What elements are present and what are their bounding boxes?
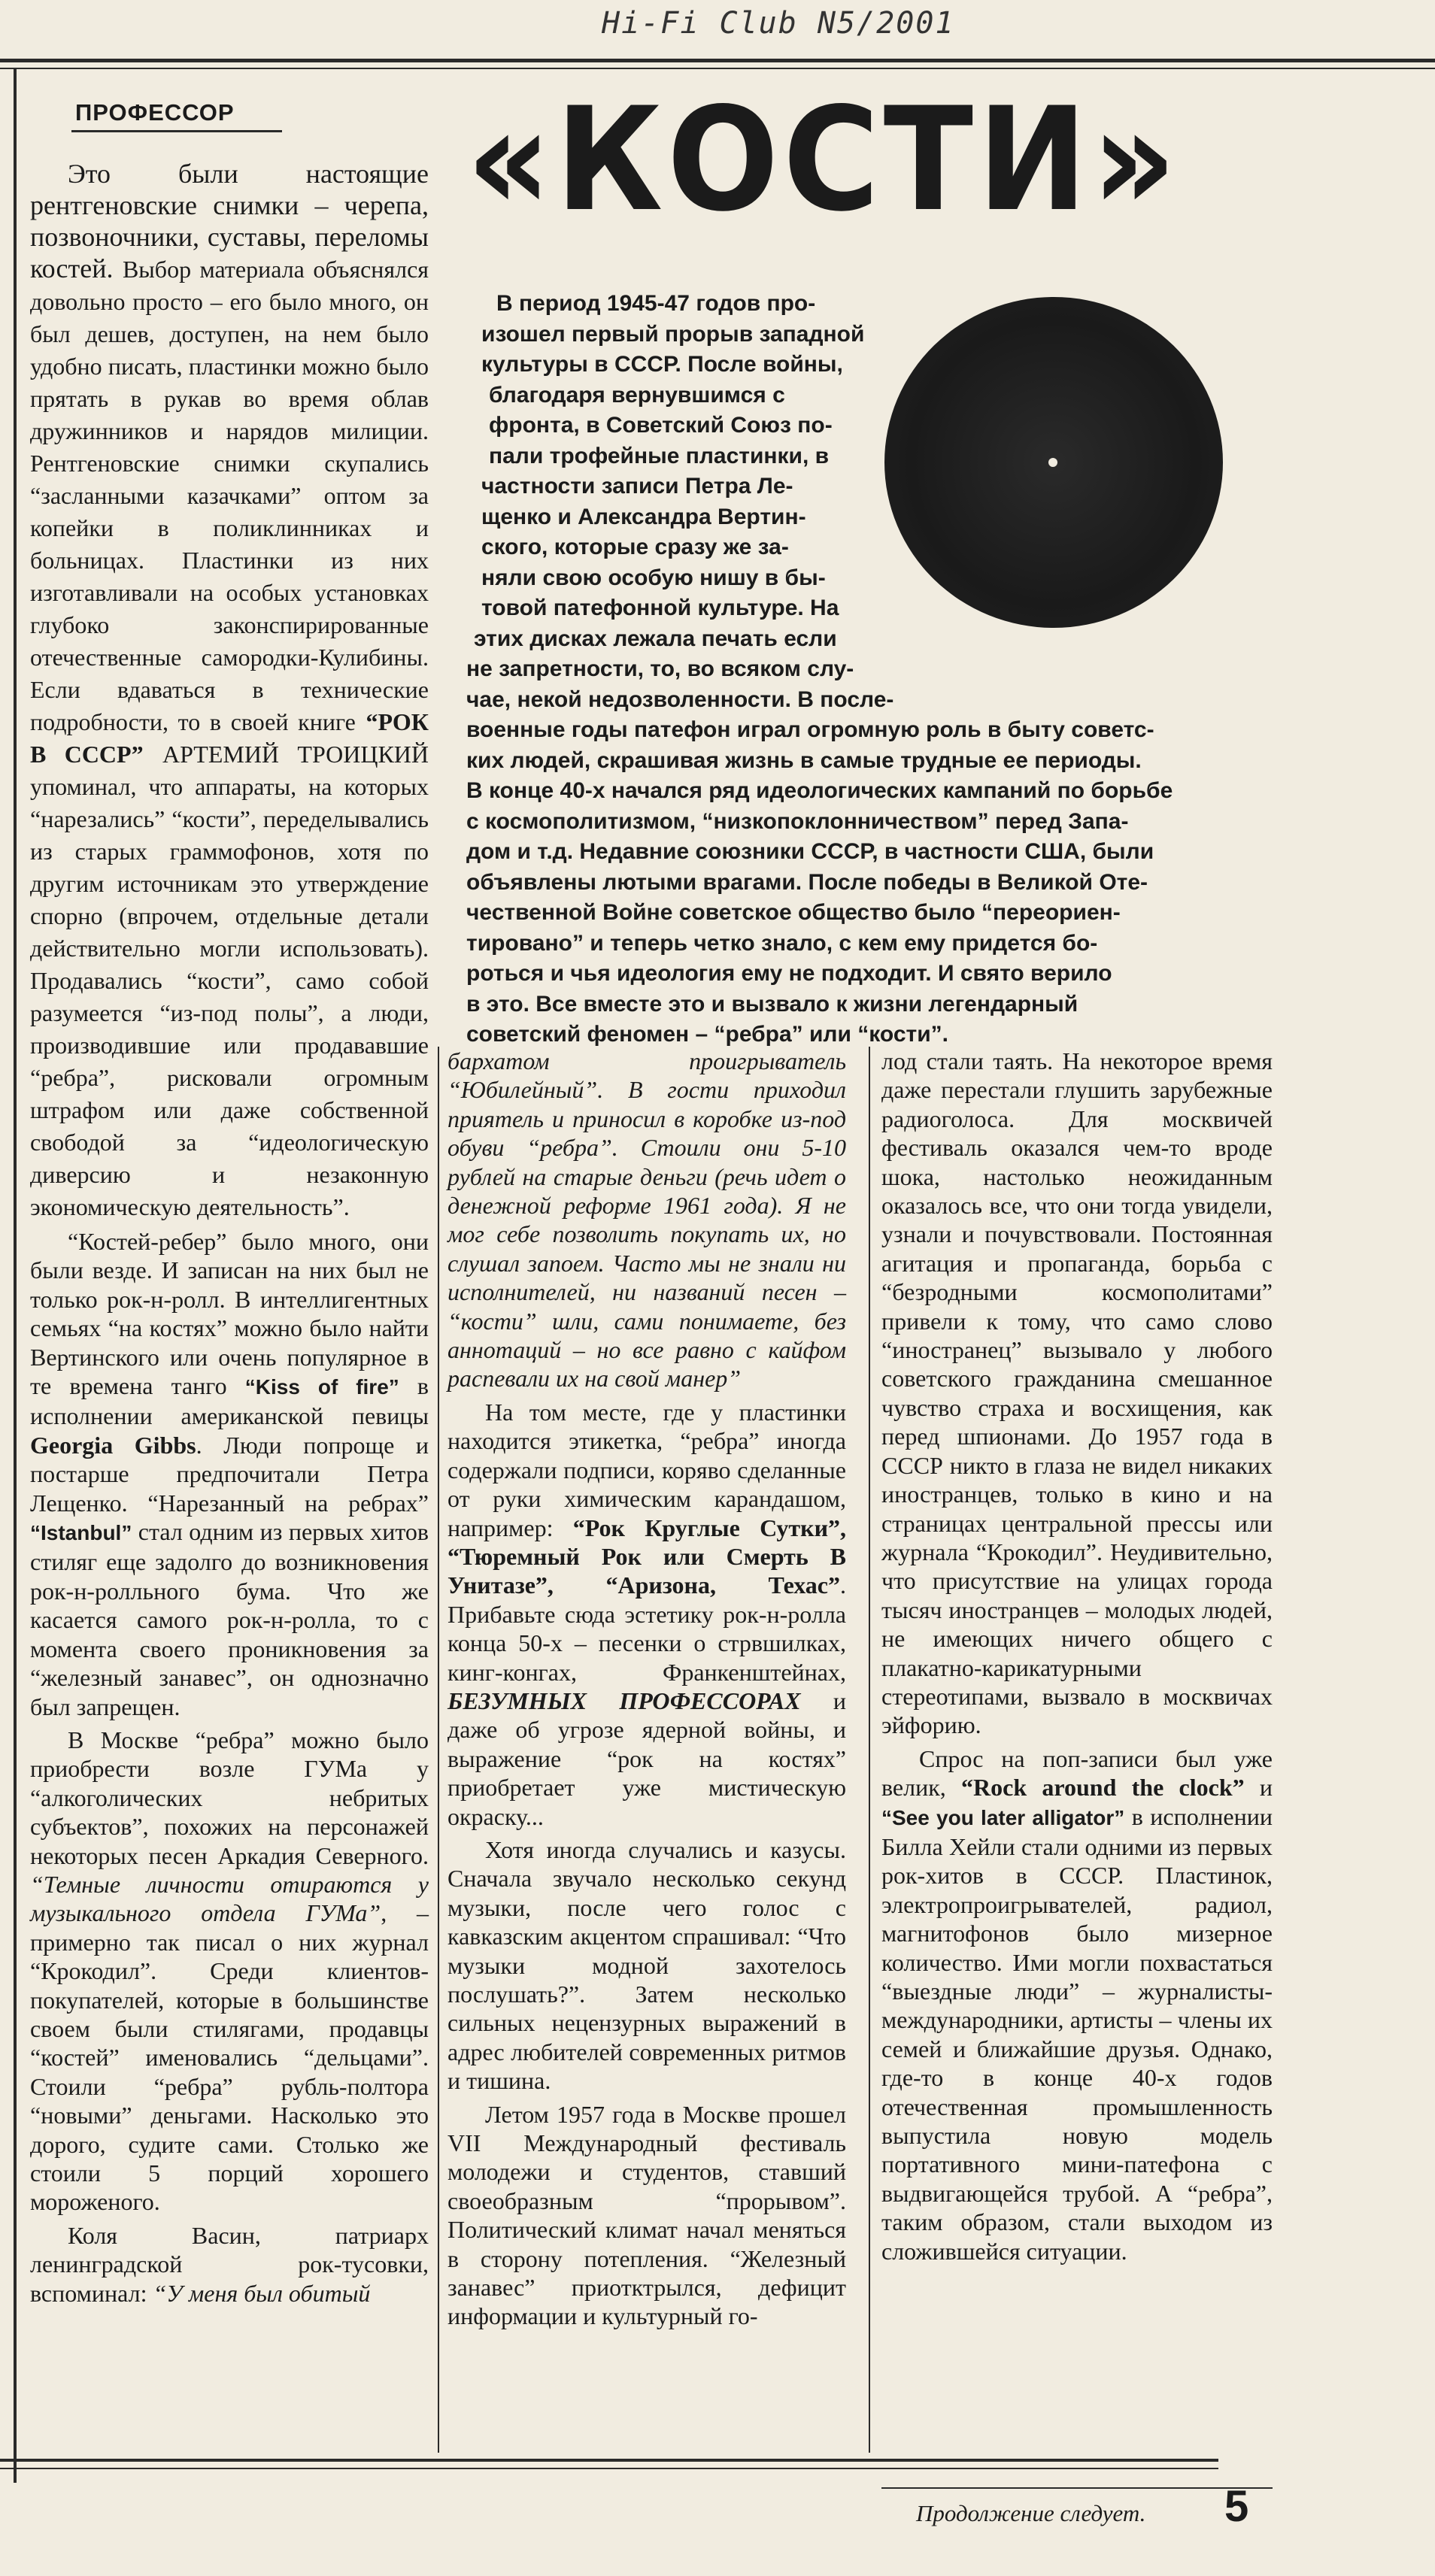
lead-line: чае, некой недозволенности. В после- [466,686,894,712]
lead-line: благодаря вернувшимся с [489,382,785,408]
paragraph [30,158,429,1223]
lead-line: фронта, в Советский Союз по- [489,413,833,438]
top-rule [0,59,1435,62]
lead-line: культуры в СССР. После войны, [481,352,843,377]
paragraph: лод стали таять. На некоторое время даже перестали глушить зарубежные радиоголоса. Для москвичей фестиваль оказался чем-то вроде шока, настолько неожиданным оказалось все, что они тогда увидели, узнали и почувствовали. Постоянная агитация и пропаганда, борьба с “безродными космополитами” привели к тому, что само слово “иностранец” вызывало у любого советского гражданина смешанное чувство страха и восхищения, как перед шпионами. До 1957 года в СССР никто в глаза не видел никаких иностранцев, только в кино и на страницах центральной прессы или журнала “Крокодил”. Неудивительно, что присутствие на улицах города тысяч иностранцев – молодых людей, не имеющих ничего общего с плакатно-карикатурными стереотипами, вызвало в москвичах эйфорию. [881,1047,1273,1739]
lead-line: пали трофейные пластинки, в [489,443,830,468]
lead-line: советский феномен – “ребра” или “кости”. [466,1022,948,1047]
paragraph [30,2221,429,2308]
lead-line: няли свою особую нишу в бы- [481,565,826,590]
song-title: “Rock around the clock” [961,1774,1245,1802]
song-titles: “Рок Круглые Сутки”, “Тюремный Рок или Смерть В Унитазе”, “Аризона, Техас” [447,1514,847,1599]
column-3 [881,1047,1273,2265]
quote: бархатом проигрыватель “Юбилейный”. В гости приходил приятель и приносил в коробке из-под обуви “ребра”. Стоили они 5-10 рублей на старые деньги (речь идет о денежной реформе 1961 года). Я не мог себе позволить покупать их, но слушал запоем. Часто мы не знали ни исполнителей, ни названий песен – “кости” шли, сами понимаете, без аннотаций – но все равно с кайфом распевали их на свой манер” [447,1047,846,1393]
paragraph [881,1744,1273,2265]
lead-line: В период 1945-47 годов про- [496,291,816,316]
quote: “У меня был обитый [153,2279,371,2307]
lead-line: частности записи Петра Ле- [481,474,793,499]
column-divider [869,1047,870,2453]
text: и даже об угрозе ядерной войны, и выражение “рок на костях” приобретает уже мистическую окраску... [447,1687,847,1830]
text: стал одним из первых хитов стиляг еще задолго до возникновения рок-н-ролльного бума. Что же касается самого рок-н-ролла, то с момента своего проникновения за “железный занавес”, он однозначно был запрещен. [30,1518,429,1720]
lead-line: роться и чья идеология ему не подходит. И свято верило [466,961,1112,986]
text: “Костей-ребер” было много, они были везде. И записан на них был не только рок-н-ролл. В интеллигентных семьях “на костях” можно было найти Вертинского или очень популярное в те времена танго [30,1228,429,1400]
bottom-rule [0,2459,1218,2462]
lead-line: объявлены лютыми врагами. После победы в Великой Оте- [466,869,1148,895]
lead-line: дом и т.д. Недавние союзники СССР, в частности США, были [466,839,1154,864]
paragraph [447,1398,846,1831]
paragraph [447,1047,846,1393]
lead-line: чественной Войне советское общество было “переориен- [466,900,1121,925]
artist-name: Georgia Gibbs [30,1431,196,1459]
lead-line: изошел первый прорыв западной [481,321,865,347]
headline: «КОСТИ» [466,77,1181,243]
handwritten-note: Hi-Fi Club N5/2001 [602,6,955,41]
book-title: “РОК В СССР” [30,708,429,768]
page-number: 5 [1224,2482,1249,2531]
lead-line: не запретности, то, во всяком слу- [466,656,854,681]
emphasis: БЕЗУМНЫХ ПРОФЕССОРАХ [447,1687,801,1714]
bottom-rule-thin [0,2468,1218,2469]
lead-line: в это. Все вместе это и вызвало к жизни легендарный [466,991,1079,1017]
lead-line: военные годы патефон играл огромную роль в быту советс- [466,717,1154,742]
lead-line: ких людей, скрашивая жизнь в самые трудные ее периоды. [466,747,1142,773]
lead-line: этих дисках лежала печать если [474,626,837,651]
paragraph: Хотя иногда случались и казусы. Сначала звучало несколько секунд музыки, после чего голос с кавказским акцентом спрашивал: “Что музыки модной захотелось послушать?”. Затем несколько сильных нецензурных выражений в адрес любителей современных ритмов и тишина. [447,1835,846,2095]
text: . Люди попроще и постарше предпочитали Петра Лещенко. “Нарезанный на ребрах” [30,1431,429,1517]
lead-line: с космополитизмом, “низкопоклонничеством” перед Запа- [466,808,1129,834]
text: в исполнении Билла Хейли стали одними из первых рок-хитов в СССР. Пластинок, электропроигрывателей, радиол, магнитофонов было мизерное количество. Ими могли похвастаться “выездные люди” – журналисты-международники, артисты – члены их семей и ближайшие друзья. Однако, где-то в конце 40-х годов отечественная промышленность выпустила новую модель портативного мини-патефона с выдвигающейся трубой. А “ребра”, таким образом, стали выходом из сложившейся ситуации. [881,1802,1273,2265]
column-divider [438,1047,439,2453]
lead-paragraph [466,289,1279,1050]
author-name: АРТЕМИЙ ТРОИЦКИЙ [162,741,429,768]
footer-rule [881,2487,1273,2489]
song-title: “Kiss of fire” [244,1375,399,1399]
paragraph: Летом 1957 года в Москве прошел VII Международный фестиваль молодежи и студентов, ставший своеобразным “прорывом”. Политический климат начал меняться в сторону потепления. “Железный занавес” приотктрылся, дефицит информации и культурный го- [447,2100,846,2330]
column-2 [447,1047,846,2331]
song-title: “Istanbul” [30,1521,132,1545]
text: Коля Васин, патриарх ленинградской рок-тусовки, вспоминал: [30,2221,429,2307]
text: В Москве “ребра” можно было приобрести возле ГУМа у “алкоголических небритых субъектов”, похожих на персонажей некоторых песен Аркадия Северного. [30,1726,429,1869]
intro-text: Это были настоящие рентгеновские снимки – черепа, позвоночники, суставы, переломы костей. [30,159,429,283]
text: упоминал, что аппараты, на которых “нарезались” “кости”, переделывались из старых граммофонов, хотя по другим источникам это утверждение спорно (впрочем, отдельные детали действительно могли использовать). Продавались “кости”, само собой разумеется “из-под полы”, а люди, производившие или продававшие “ребра”, рисковали огромным штрафом или даже собственной свободой за “идеологическую диверсию и незаконную экономическую деятельность”. [30,773,429,1220]
text: , – примерно так писал о них журнал “Крокодил”. Среди клиентов-покупателей, которые в большинстве своем были стилягами, продавцы “костей” именовались “дельцами”. Стоили “ребра” рубль-полтора “новыми” деньгами. Насколько это дорого, судите сами. Столько же стоили 5 порций хорошего мороженого. [30,1899,429,2216]
column-1 [30,158,429,2308]
lead-line: ского, которые сразу же за- [481,535,789,559]
text: На том месте, где у пластинки находится этикетка, “ребра” иногда содержали подписи, коряво сделанные от руки химическим карандашом, например: [447,1398,846,1541]
lead-line: товой патефонной культуре. На [481,596,839,620]
paragraph [30,1726,429,2217]
lead-line: щенко и Александра Вертин- [481,504,806,529]
paragraph [30,1227,429,1721]
lead-line: тировано” и теперь четко знало, с кем ему придется бо- [466,930,1098,956]
text: Спрос на поп-записи был уже велик, [881,1744,1273,1802]
song-title: “See you later alligator” [881,1805,1125,1829]
text: в исполнении американской певицы [30,1372,429,1430]
continuation-note: Продолжение следует. [916,2500,1146,2526]
top-rule-thin [0,68,1435,69]
text: Выбор материала объяснялся довольно просто – его было много, он был дешев, доступен, на нем было удобно писать, пластинки можно было прятать в рукав во время облав дружинников и нарядов милиции. Рентгеновские снимки скупались “засланными казачками” оптом за копейки в поликлинниках и больницах. Пластинки из них изготавливали на особых установках глубоко законспирированные отечественные самородки-Кулибины. Если вдаваться в технические подробности, то в своей книге [30,256,429,735]
section-label: ПРОФЕССОР [75,99,235,126]
text: и [1259,1774,1273,1802]
section-rule [71,130,282,132]
text: . Прибавьте сюда эстетику рок-н-ролла конца 50-х – песенки о стрвшилках, кинг-конгах, Франкенштейнах, [447,1571,846,1686]
quote: “Темные личности отираются у музыкального отдела ГУМа” [30,1870,429,1927]
lead-line: В конце 40-х начался ряд идеологических кампаний по борьбе [466,778,1173,803]
left-border [14,69,17,2483]
